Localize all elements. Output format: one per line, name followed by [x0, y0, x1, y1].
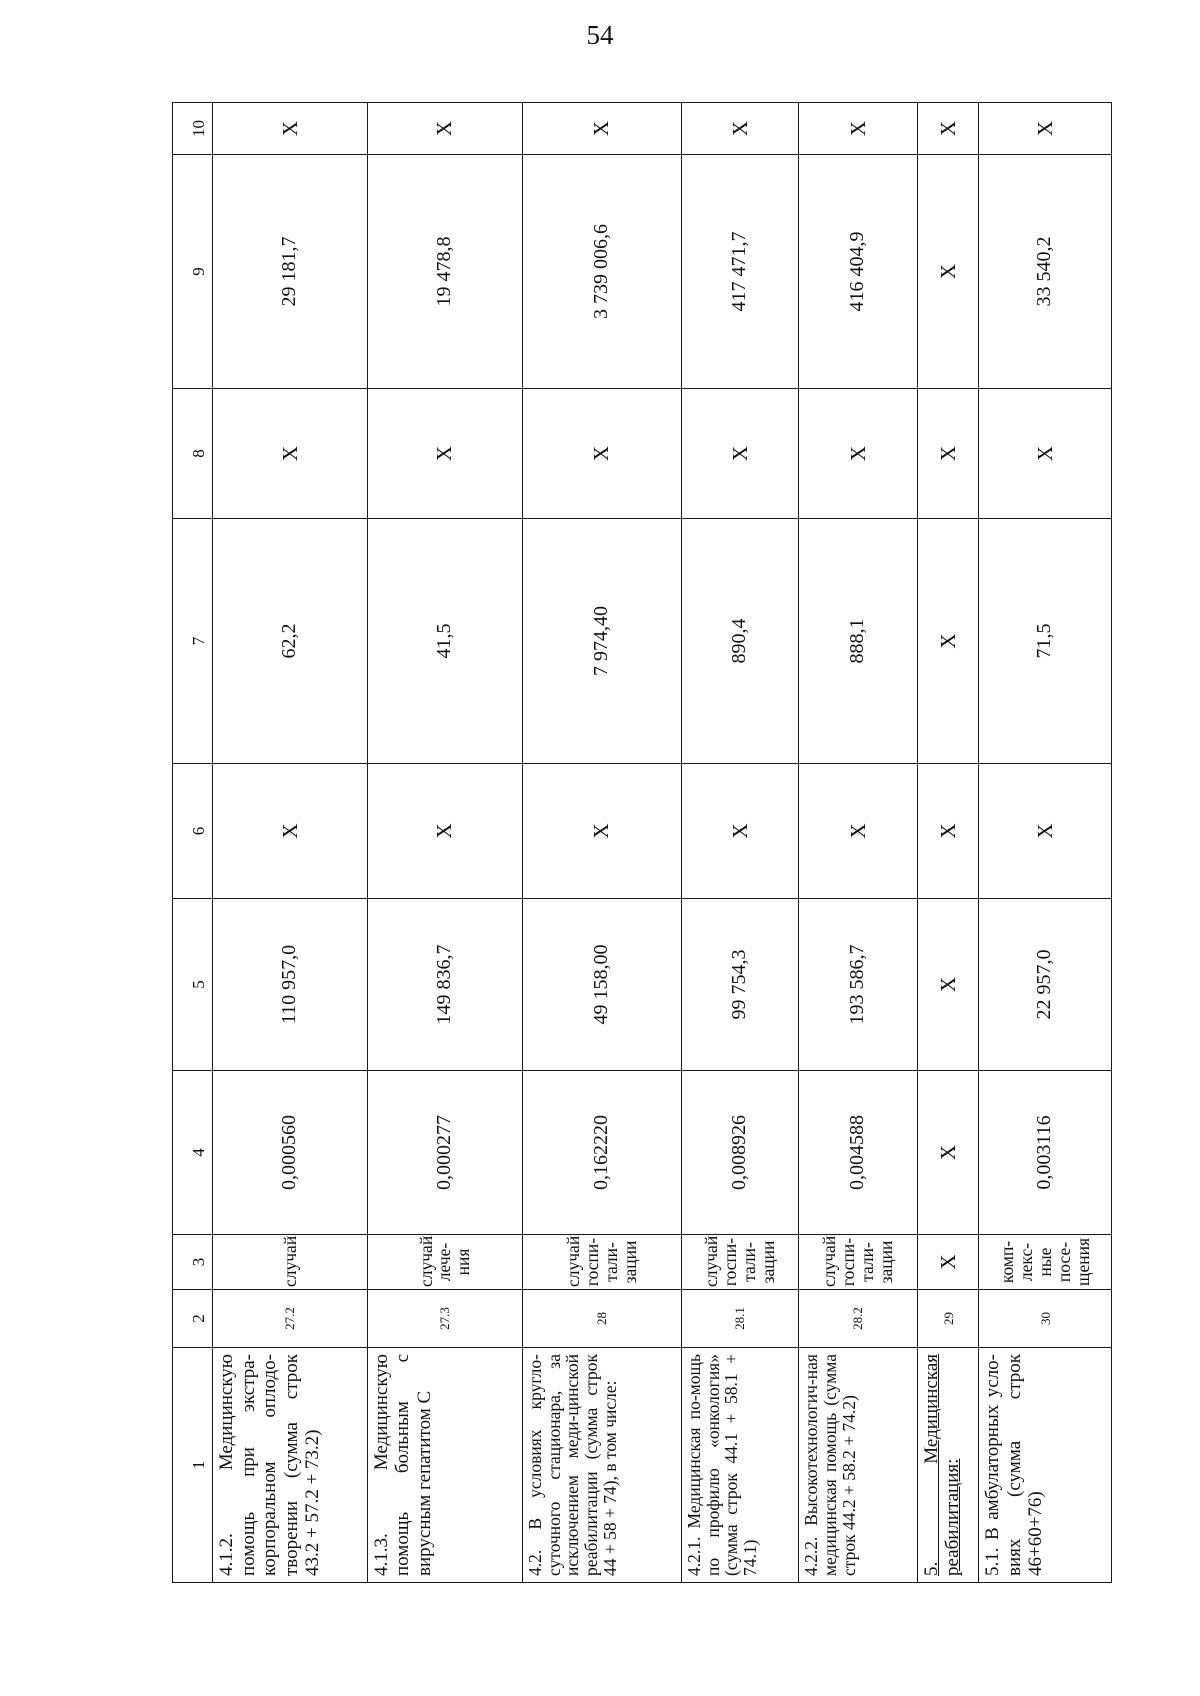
- table-row: [522, 103, 681, 1583]
- value-cell: 149 836,7: [367, 899, 522, 1071]
- value-cell: Х: [917, 764, 978, 899]
- data-table: [172, 102, 1112, 1583]
- unit-cell: случай госпи-тали-зации: [799, 1235, 918, 1290]
- column-number: 5: [173, 899, 213, 1071]
- line-number: 27.3: [367, 1290, 522, 1348]
- value-cell: Х: [917, 899, 978, 1071]
- value-cell: Х: [213, 103, 368, 155]
- value-cell: Х: [681, 389, 799, 519]
- value-cell: 416 404,9: [799, 155, 918, 389]
- value-cell: 99 754,3: [681, 899, 799, 1071]
- value-cell: Х: [917, 1071, 978, 1235]
- column-number: 2: [173, 1290, 213, 1348]
- value-cell: 0,162220: [522, 1071, 681, 1235]
- row-title: 4.1.3. Медицинскую помощь больным с вирусным гепатитом С: [367, 1348, 522, 1583]
- value-cell: 33 540,2: [979, 155, 1112, 389]
- table-row: [799, 103, 918, 1583]
- value-cell: 417 471,7: [681, 155, 799, 389]
- value-cell: 62,2: [213, 519, 368, 764]
- value-cell: 888,1: [799, 519, 918, 764]
- value-cell: 0,000277: [367, 1071, 522, 1235]
- value-cell: 71,5: [979, 519, 1112, 764]
- value-cell: 29 181,7: [213, 155, 368, 389]
- value-cell: Х: [917, 519, 978, 764]
- value-cell: Х: [681, 103, 799, 155]
- value-cell: Х: [979, 103, 1112, 155]
- column-number: 8: [173, 389, 213, 519]
- value-cell: Х: [979, 764, 1112, 899]
- line-number: 28.2: [799, 1290, 918, 1348]
- value-cell: 19 478,8: [367, 155, 522, 389]
- value-cell: 0,003116: [979, 1071, 1112, 1235]
- value-cell: Х: [917, 103, 978, 155]
- line-number: 30: [979, 1290, 1112, 1348]
- value-cell: Х: [979, 389, 1112, 519]
- value-cell: Х: [367, 764, 522, 899]
- row-title: 4.2.1. Медицинская по-мощь по профилю «онкология» (сумма строк 44.1 + 58.1 + 74.1): [681, 1348, 799, 1583]
- rotated-table-container: [172, 103, 1112, 1583]
- value-cell: 0,004588: [799, 1071, 918, 1235]
- line-number: 29: [917, 1290, 978, 1348]
- column-number: 7: [173, 519, 213, 764]
- value-cell: Х: [522, 764, 681, 899]
- column-number: 10: [173, 103, 213, 155]
- value-cell: 110 957,0: [213, 899, 368, 1071]
- value-cell: Х: [799, 103, 918, 155]
- column-number: 3: [173, 1235, 213, 1290]
- row-title: 4.1.2. Медицинскую помощь при экстра-корпоральном оплодо-творении (сумма строк 43.2 + 57.2 + 73.2): [213, 1348, 368, 1583]
- row-title: 4.2.2. Высокотехнологич-ная медицинская помощь (сумма строк 44.2 + 58.2 + 74.2): [799, 1348, 918, 1583]
- value-cell: Х: [917, 155, 978, 389]
- value-cell: 22 957,0: [979, 899, 1112, 1071]
- value-cell: Х: [367, 389, 522, 519]
- row-title: 4.2. В условиях кругло-суточного стационара, за исключением меди-цинской реабилитации (сумма строк 44 + 58 + 74), в том числе:: [522, 1348, 681, 1583]
- value-cell: Х: [799, 389, 918, 519]
- value-cell: Х: [213, 764, 368, 899]
- table-row: [917, 103, 978, 1583]
- value-cell: Х: [681, 764, 799, 899]
- value-cell: 3 739 006,6: [522, 155, 681, 389]
- column-number: 9: [173, 155, 213, 389]
- value-cell: Х: [213, 389, 368, 519]
- column-number: 4: [173, 1071, 213, 1235]
- column-number: 6: [173, 764, 213, 899]
- column-number-row: [173, 103, 213, 1583]
- page-number: 54: [586, 20, 614, 50]
- value-cell: 0,000560: [213, 1071, 368, 1235]
- unit-cell: Х: [917, 1235, 978, 1290]
- row-title-text: 5. Медицинская реабилитация:: [920, 1354, 964, 1576]
- line-number: 28.1: [681, 1290, 799, 1348]
- value-cell: Х: [522, 389, 681, 519]
- value-cell: 890,4: [681, 519, 799, 764]
- value-cell: Х: [917, 389, 978, 519]
- line-number: 28: [522, 1290, 681, 1348]
- line-number: 27.2: [213, 1290, 368, 1348]
- value-cell: Х: [367, 103, 522, 155]
- table-row: [979, 103, 1112, 1583]
- value-cell: 49 158,00: [522, 899, 681, 1071]
- value-cell: Х: [522, 103, 681, 155]
- unit-cell: комп-лекс-ные посе-щения: [979, 1235, 1112, 1290]
- unit-cell: случай: [213, 1235, 368, 1290]
- value-cell: 41,5: [367, 519, 522, 764]
- row-title: 5.1. В амбулаторных усло-виях (сумма строк 46+60+76): [979, 1348, 1112, 1583]
- value-cell: Х: [799, 764, 918, 899]
- value-cell: 193 586,7: [799, 899, 918, 1071]
- table-row: [681, 103, 799, 1583]
- value-cell: 7 974,40: [522, 519, 681, 764]
- table-row: [213, 103, 368, 1583]
- unit-cell: случай госпи-тали-зации: [681, 1235, 799, 1290]
- row-title: [917, 1348, 978, 1583]
- column-number: 1: [173, 1348, 213, 1583]
- value-cell: 0,008926: [681, 1071, 799, 1235]
- table-row: [367, 103, 522, 1583]
- unit-cell: случай лече-ния: [367, 1235, 522, 1290]
- unit-cell: случай госпи-тали-зации: [522, 1235, 681, 1290]
